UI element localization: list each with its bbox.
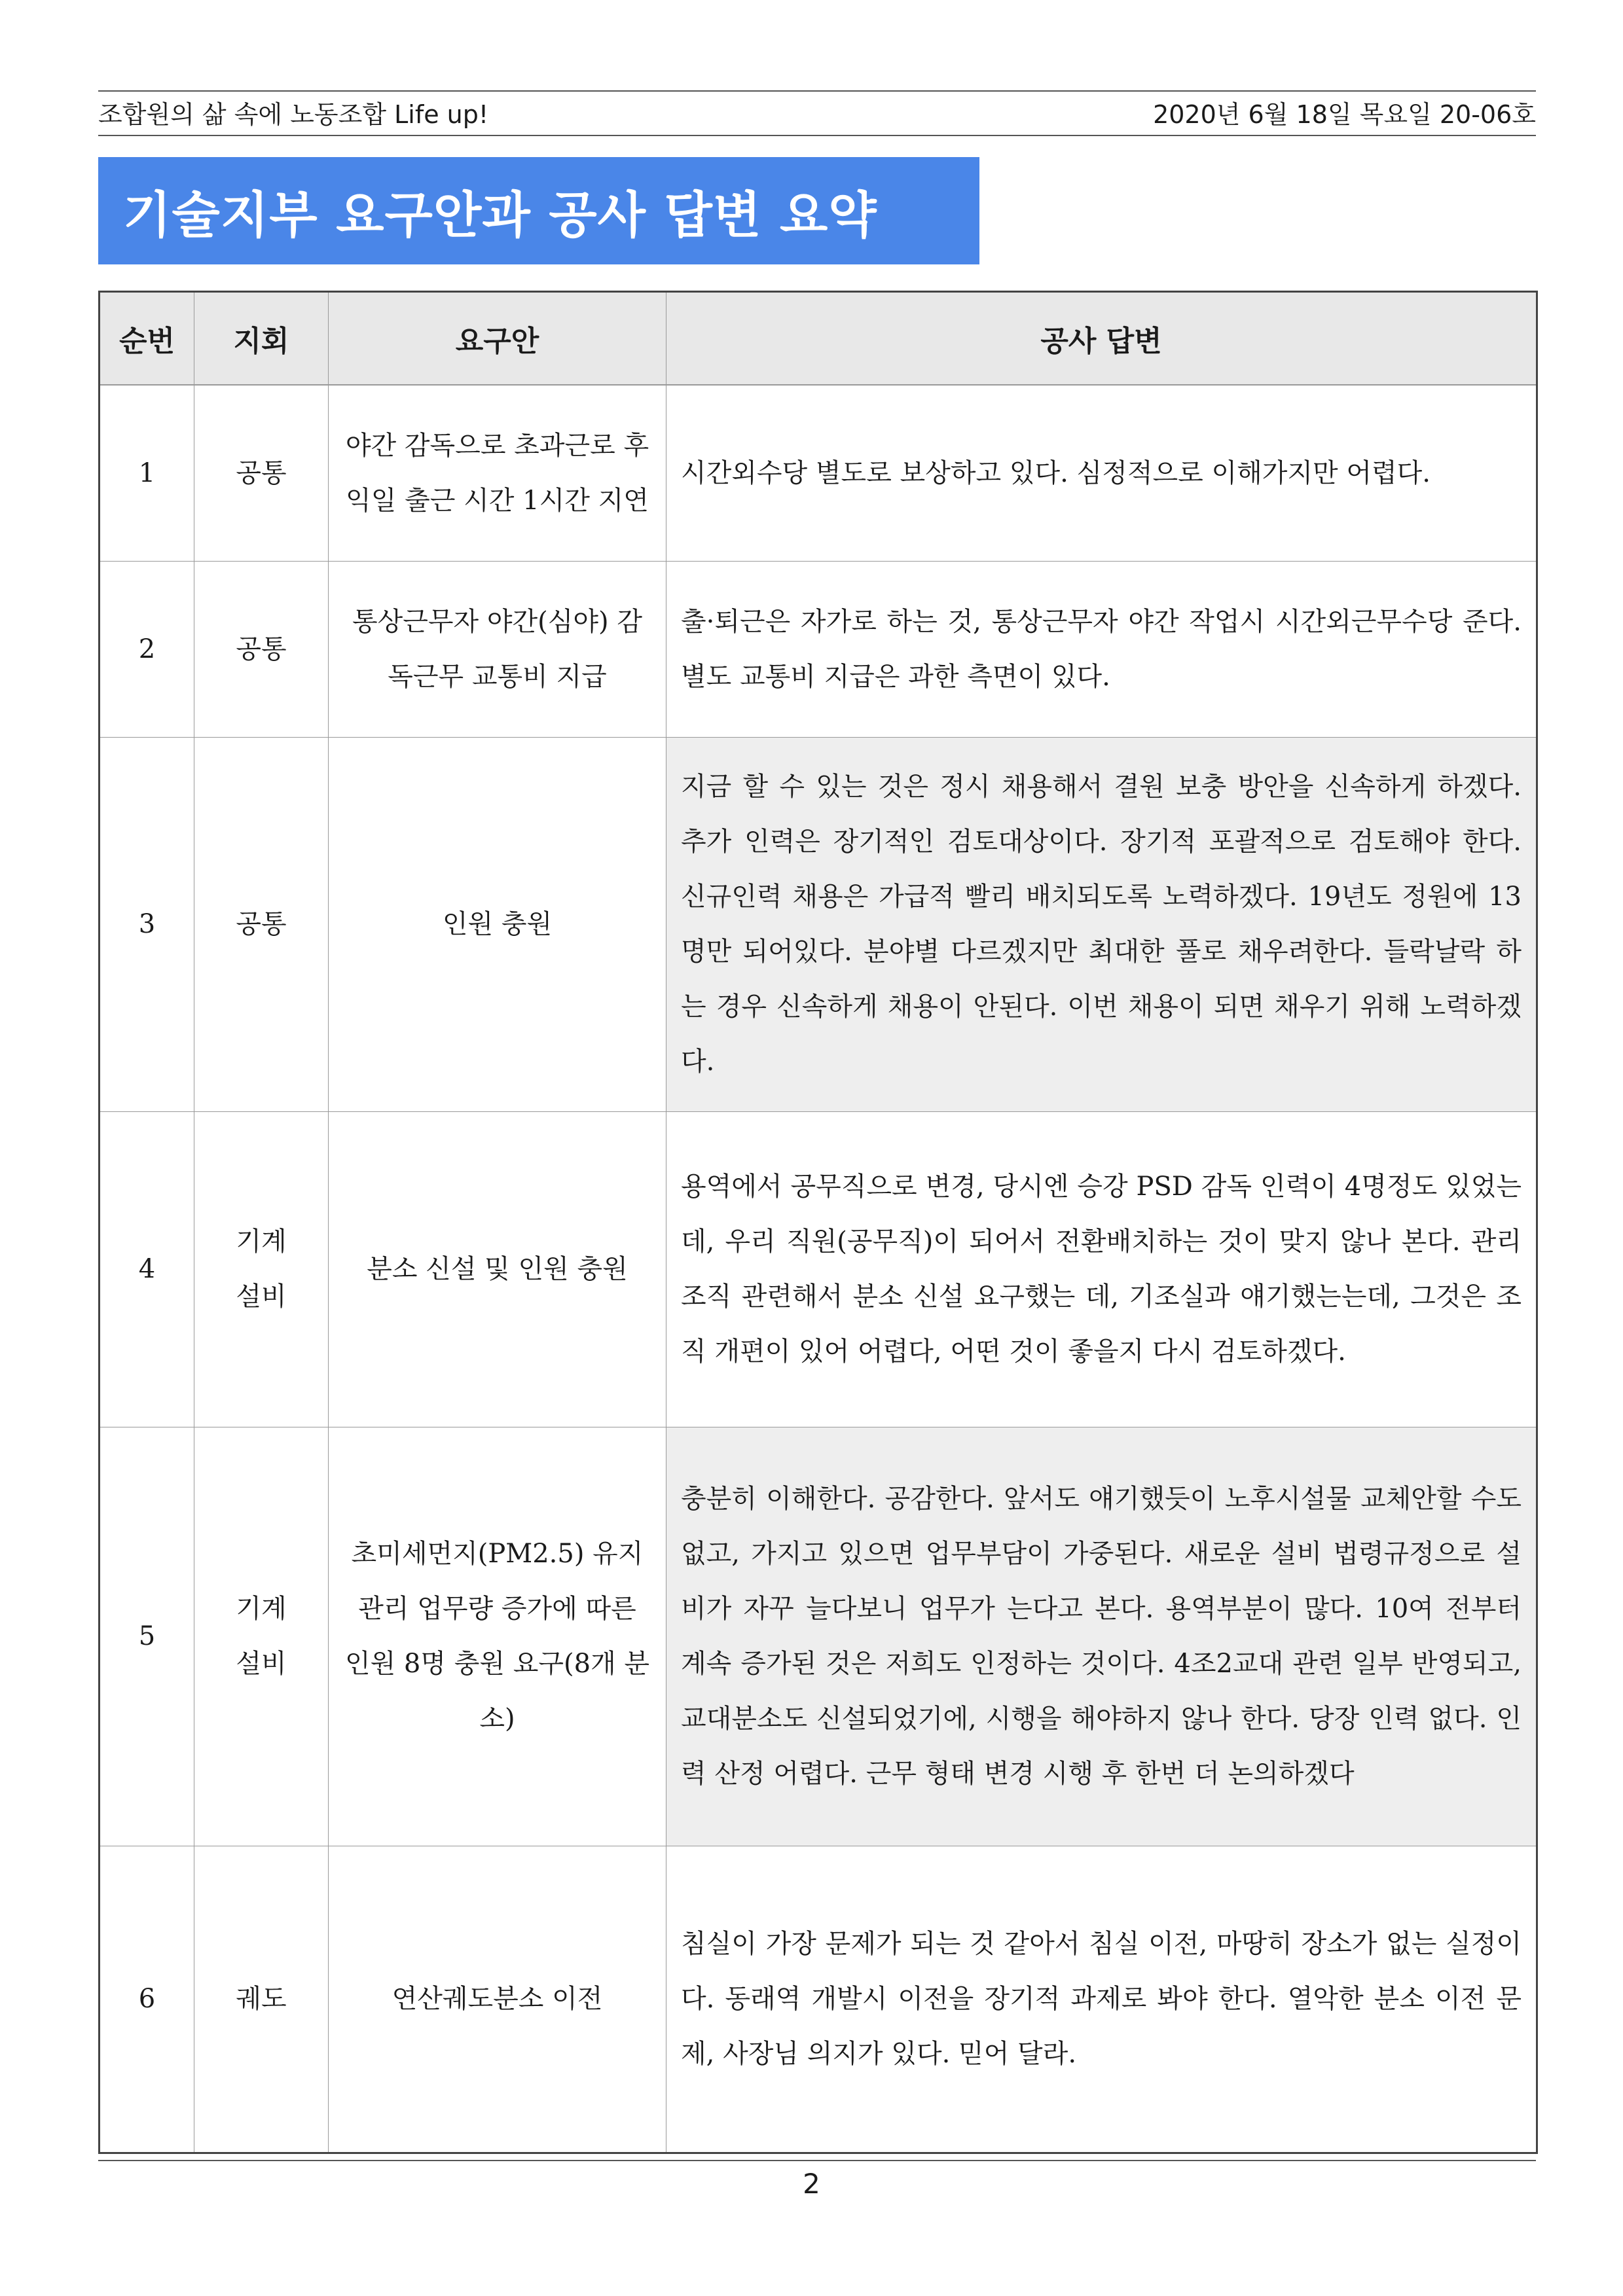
row-branch: 궤도 [194,1846,329,2153]
row-number: 3 [100,737,194,1111]
footer-rule [98,2160,1536,2161]
row-request: 야간 감독으로 초과근로 후 익일 출근 시간 1시간 지연 [329,385,666,561]
row-answer: 출·퇴근은 자가로 하는 것, 통상근무자 야간 작업시 시간외근무수당 준다. 별도 교통비 지급은 과한 측면이 있다. [666,561,1537,737]
row-answer: 침실이 가장 문제가 되는 것 같아서 침실 이전, 마땅히 장소가 없는 실정이다. 동래역 개발시 이전을 장기적 과제로 봐야 한다. 열악한 분소 이전 문제, 사장님 의지가 있다. 믿어 달라. [666,1846,1537,2153]
row-number: 4 [100,1111,194,1427]
row-branch: 공통 [194,737,329,1111]
row-answer: 용역에서 공무직으로 변경, 당시엔 승강 PSD 감독 인력이 4명정도 있었는 데, 우리 직원(공무직)이 되어서 전환배치하는 것이 맞지 않나 본다. 관리조직 관련해서 분소 신설 요구했는 데, 기조실과 얘기했는는데, 그것은 조직 개편이 있어 어렵다, 어떤 것이 좋을지 다시 검토하겠다. [666,1111,1537,1427]
table-row [100,737,1537,1111]
table-row [100,561,1537,737]
row-branch: 기계 설비 [194,1111,329,1427]
issue-date: 2020년 6월 18일 목요일 20-06호 [1153,100,1536,129]
row-request: 연산궤도분소 이전 [329,1846,666,2153]
header-top-rule [98,90,1536,92]
row-number: 6 [100,1846,194,2153]
row-request: 분소 신설 및 인원 충원 [329,1111,666,1427]
row-number: 1 [100,385,194,561]
row-number: 5 [100,1427,194,1846]
row-request: 인원 충원 [329,737,666,1111]
table-row [100,1846,1537,2153]
col-header-branch: 지회 [194,292,329,386]
table-row [100,1111,1537,1427]
section-title-banner [98,157,979,264]
row-answer: 지금 할 수 있는 것은 정시 채용해서 결원 보충 방안을 신속하게 하겠다. 추가 인력은 장기적인 검토대상이다. 장기적 포괄적으로 검토해야 한다. 신규인력 채용은 가급적 빨리 배치되도록 노력하겠다. 19년도 정원에 13명만 되어있다. 분야별 다르겠지만 최대한 풀로 채우려한다. 들락날락 하는 경우 신속하게 채용이 안된다. 이번 채용이 되면 채우기 위해 노력하겠다. [666,737,1537,1111]
row-request: 초미세먼지(PM2.5) 유지관리 업무량 증가에 따른 인원 8명 충원 요구(8개 분소) [329,1427,666,1846]
page-number: 2 [803,2168,820,2200]
header-bottom-rule [98,135,1536,136]
row-request: 통상근무자 야간(심야) 감독근무 교통비 지급 [329,561,666,737]
table-row [100,1427,1537,1846]
row-branch: 공통 [194,385,329,561]
row-number: 2 [100,561,194,737]
section-title: 기술지부 요구안과 공사 답변 요약 [123,185,877,244]
row-branch: 기계 설비 [194,1427,329,1846]
table-row [100,385,1537,561]
col-header-request: 요구안 [329,292,666,386]
col-header-answer: 공사 답변 [666,292,1537,386]
newsletter-slogan: 조합원의 삶 속에 노동조합 Life up! [98,100,489,129]
row-answer: 시간외수당 별도로 보상하고 있다. 심정적으로 이해가지만 어렵다. [666,385,1537,561]
col-header-number: 순번 [100,292,194,386]
table-header-row [100,292,1537,386]
row-answer: 충분히 이해한다. 공감한다. 앞서도 얘기했듯이 노후시설물 교체안할 수도 없고, 가지고 있으면 업무부담이 가중된다. 새로운 설비 법령규정으로 설비가 자꾸 늘다보니 업무가 는다고 본다. 용역부분이 많다. 10여 전부터 계속 증가된 것은 저희도 인정하는 것이다. 4조2교대 관련 일부 반영되고, 교대분소도 신설되었기에, 시행을 해야하지 않나 한다. 당장 인력 없다. 인력 산정 어렵다. 근무 형태 변경 시행 후 한번 더 논의하겠다 [666,1427,1537,1846]
row-branch: 공통 [194,561,329,737]
demands-table [98,291,1538,2154]
